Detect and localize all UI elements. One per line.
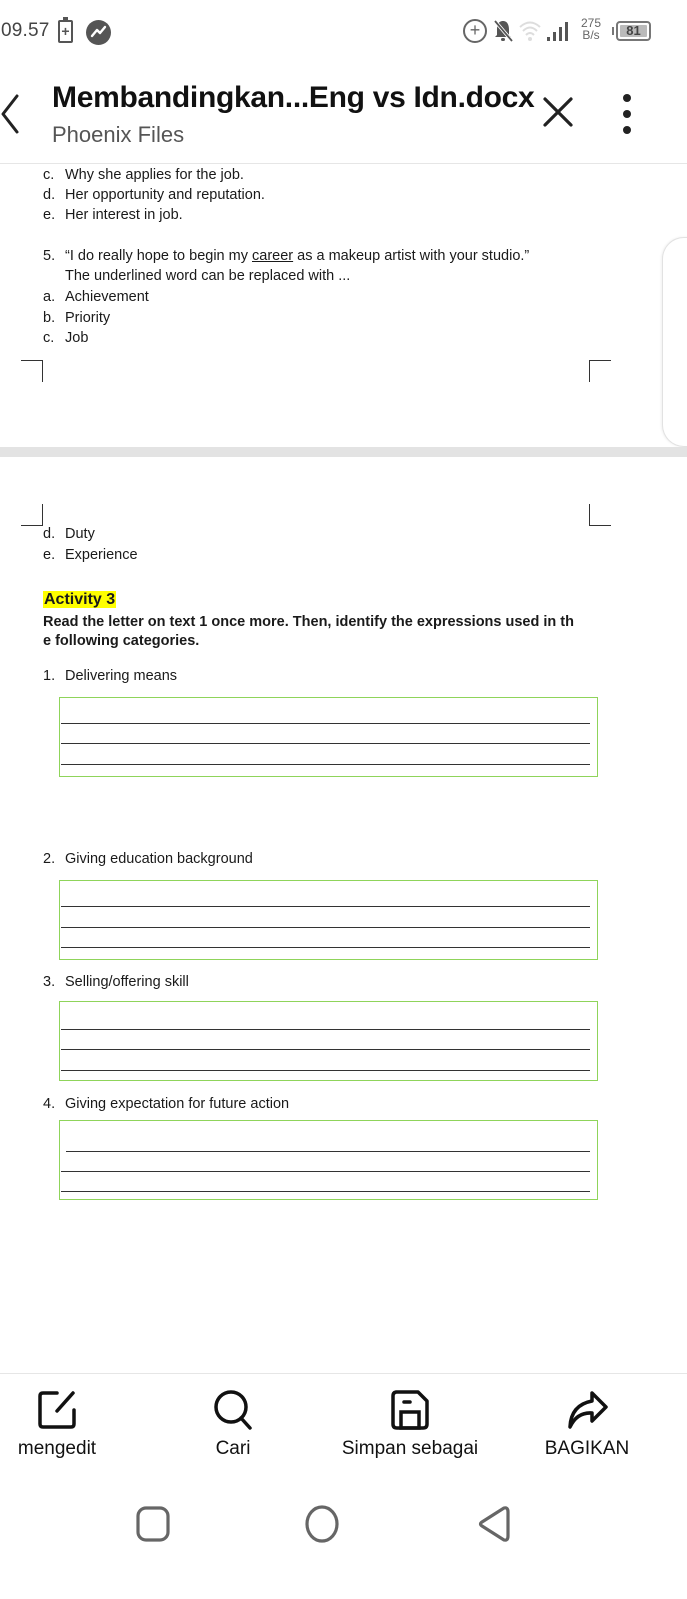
activity-heading: Activity 3 xyxy=(44,591,116,608)
recents-button[interactable] xyxy=(131,1502,175,1546)
home-button[interactable] xyxy=(300,1502,344,1546)
battery-icon xyxy=(612,21,651,41)
battery-level: 81 xyxy=(626,23,641,38)
underlined-word: career xyxy=(252,248,294,264)
nav-back-button[interactable] xyxy=(472,1502,516,1546)
bottom-toolbar xyxy=(0,1373,687,1473)
more-options-button[interactable] xyxy=(615,92,639,136)
bell-off-icon xyxy=(492,18,514,48)
answer-box-2[interactable] xyxy=(59,880,598,960)
instruction-line-1: Read the letter on text 1 once more. Then, identify the expressions used in th xyxy=(43,614,574,630)
app-bar xyxy=(0,64,687,164)
status-bar xyxy=(0,0,687,64)
back-triangle-icon xyxy=(472,1502,516,1546)
home-icon xyxy=(300,1502,344,1546)
close-icon xyxy=(538,92,578,132)
save-icon xyxy=(388,1388,432,1432)
close-button[interactable] xyxy=(538,92,578,132)
save-as-button[interactable]: Simpan sebagai xyxy=(324,1386,496,1466)
search-icon xyxy=(211,1388,255,1432)
chevron-left-icon xyxy=(0,92,24,136)
search-button[interactable]: Cari xyxy=(147,1386,319,1466)
share-icon xyxy=(565,1388,609,1432)
answer-box-1[interactable] xyxy=(59,697,598,777)
app-name: Phoenix Files xyxy=(52,122,185,147)
scroll-handle[interactable] xyxy=(662,237,687,447)
crop-mark xyxy=(589,360,611,382)
crop-mark xyxy=(21,504,43,526)
more-vert-icon xyxy=(615,92,639,136)
status-time: 09.57 xyxy=(1,20,50,41)
messenger-icon xyxy=(86,20,111,45)
document-viewer[interactable]: c. Why she applies for the job. d. Her opportunity and reputation. e. Her interest in job. 5. “I do really hope to begin my career as a makeup artist with your studio.” The underlined word can be replaced with ... a. Achievement b. Priority c. Job d. Duty e. Experience Activity 3 Read the letter on text 1 once more. Then, identify the expressions used in th e following categories. 1. Delivering means 2. Giving education background 3. Selling/offering skill 4. Giving expectation for future action xyxy=(0,165,687,1373)
add-circle-icon: + xyxy=(463,19,487,43)
answer-box-4[interactable] xyxy=(59,1120,598,1200)
back-button[interactable] xyxy=(0,92,24,136)
crop-mark xyxy=(21,360,43,382)
edit-icon xyxy=(35,1388,79,1432)
share-button[interactable]: BAGIKAN xyxy=(501,1386,673,1466)
document-title: Membandingkan...Eng vs Idn.docx xyxy=(52,81,535,114)
instruction-line-2: e following categories. xyxy=(43,633,200,649)
network-speed: 275 B/s xyxy=(581,16,602,42)
system-nav-bar xyxy=(0,1480,687,1599)
recents-icon xyxy=(131,1502,175,1546)
edit-button[interactable]: mengedit xyxy=(0,1386,143,1466)
signal-icon xyxy=(545,18,571,48)
crop-mark xyxy=(589,504,611,526)
battery-charging-icon: + xyxy=(58,20,73,43)
wifi-icon xyxy=(518,18,542,48)
answer-box-3[interactable] xyxy=(59,1001,598,1081)
page-separator xyxy=(0,447,687,457)
